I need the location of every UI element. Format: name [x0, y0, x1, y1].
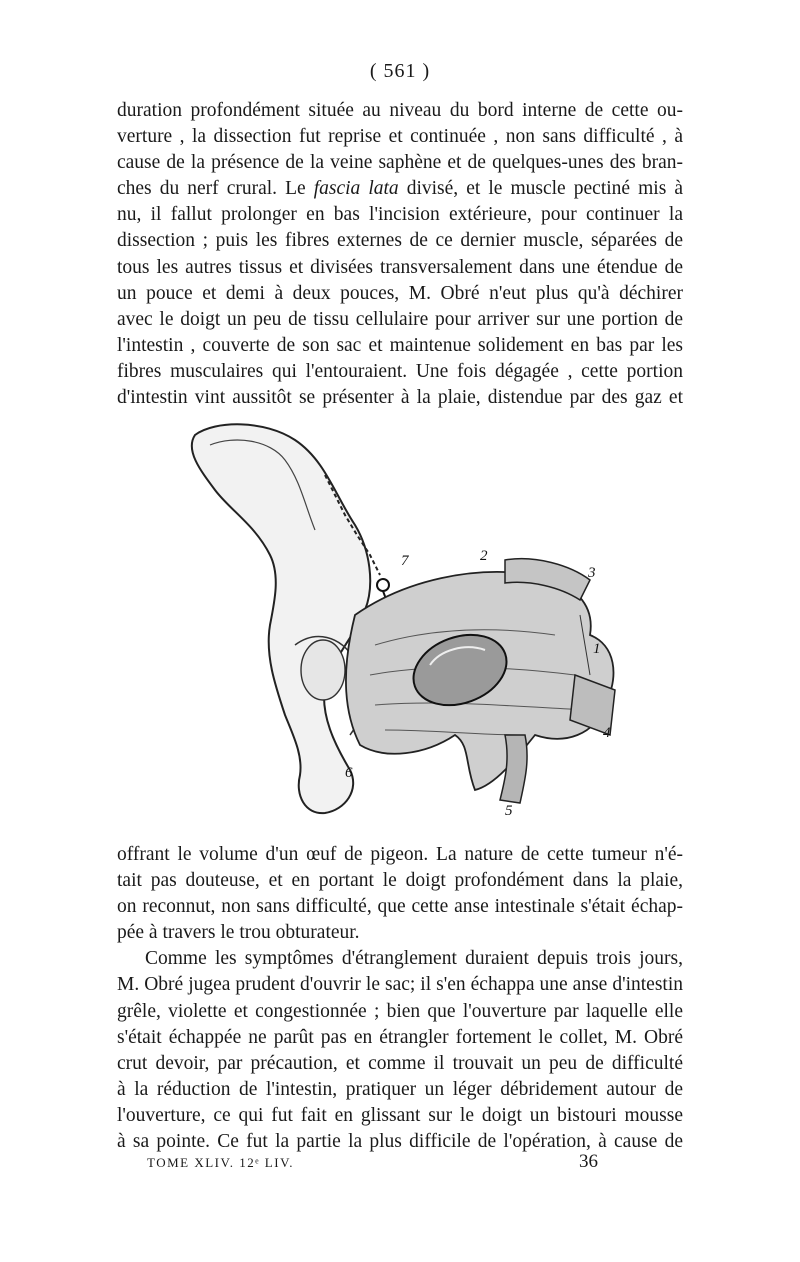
obturator-foramen	[301, 640, 345, 700]
anatomical-figure	[175, 415, 630, 825]
pelvis-hernia-engraving	[175, 415, 630, 825]
text-line: duration profondément située au niveau du bord interne de cette ou-	[117, 100, 683, 121]
text-line: crut devoir, par précaution, et comme il trouvait un peu de difficulté	[117, 1052, 683, 1074]
text-line: ches du nerf crural. Le fascia lata divisé, et le muscle pectiné mis à	[117, 178, 683, 200]
text-line: M. Obré jugea prudent d'ouvrir le sac; il s'en échappa une anse d'intestin	[117, 974, 683, 996]
text-line: l'intestin , couverte de son sac et maintenue solidement en bas par les	[117, 334, 683, 356]
text-line: cause de la présence de la veine saphène et de quelques-unes des bran-	[117, 152, 683, 174]
figure-label-7: 7	[401, 553, 409, 569]
text-line: un pouce et demi à deux pouces, M. Obré n'eut plus qu'à déchirer	[117, 282, 683, 304]
text-line: s'était échappée ne parût pas en étrangler fortement le collet, M. Obré	[117, 1026, 683, 1048]
figure-label-3: 3	[588, 565, 596, 581]
text-line: offrant le volume d'un œuf de pigeon. La nature de cette tumeur n'é-	[117, 844, 683, 865]
figure-label-5: 5	[505, 803, 513, 819]
italic-term: fascia lata	[313, 178, 399, 200]
text-line: pée à travers le trou obturateur.	[117, 922, 360, 944]
footer-sheet-number: 36	[579, 1151, 598, 1172]
text-line: on reconnut, non sans difficulté, que cette anse intestinale s'était échap-	[117, 896, 683, 918]
text-line: verture , la dissection fut reprise et continuée , non sans difficulté , à	[117, 126, 683, 148]
figure-label-2: 2	[480, 548, 488, 564]
figure-label-1: 1	[593, 641, 601, 657]
text-line: grêle, violette et congestionnée ; bien que l'ouverture par laquelle elle	[117, 1000, 683, 1022]
text-line: dissection ; puis les fibres externes de ce dernier muscle, séparées de	[117, 230, 683, 252]
text-line: nu, il fallut prolonger en bas l'incision extérieure, pour continuer la	[117, 204, 683, 226]
text-line: d'intestin vint aussitôt se présenter à la plaie, distendue par des gaz et	[117, 387, 683, 409]
text-line: Comme les symptômes d'étranglement duraient depuis trois jours,	[145, 948, 683, 970]
text-line: fibres musculaires qui l'entouraient. Une fois dégagée , cette portion	[117, 360, 683, 382]
page-number: ( 561 )	[369, 60, 431, 82]
hook-ring	[377, 579, 389, 591]
text-line: à la réduction de l'intestin, pratiquer un léger débridement autour de	[117, 1078, 683, 1100]
text-line: l'ouverture, ce qui fut fait en glissant sur le doigt un bistouri mousse	[117, 1104, 683, 1126]
text-block-top	[117, 98, 683, 411]
pelvic-bone-outline	[192, 424, 370, 813]
text-line: avec le doigt un peu de tissu cellulaire pour arriver sur une portion de	[117, 308, 683, 330]
footer-signature: TOME XLIV. 12ᵉ LIV.	[147, 1155, 295, 1170]
text-line: tous les autres tissus et divisées transversalement dans une étendue de	[117, 256, 683, 278]
figure-label-6: 6	[345, 765, 353, 781]
text-block-bottom	[117, 842, 683, 1155]
text-line: tait pas douteuse, et en portant le doigt profondément dans la plaie,	[117, 870, 683, 892]
text-line: à sa pointe. Ce fut la partie la plus difficile de l'opération, à cause de	[117, 1131, 683, 1153]
figure-label-4: 4	[603, 725, 611, 741]
